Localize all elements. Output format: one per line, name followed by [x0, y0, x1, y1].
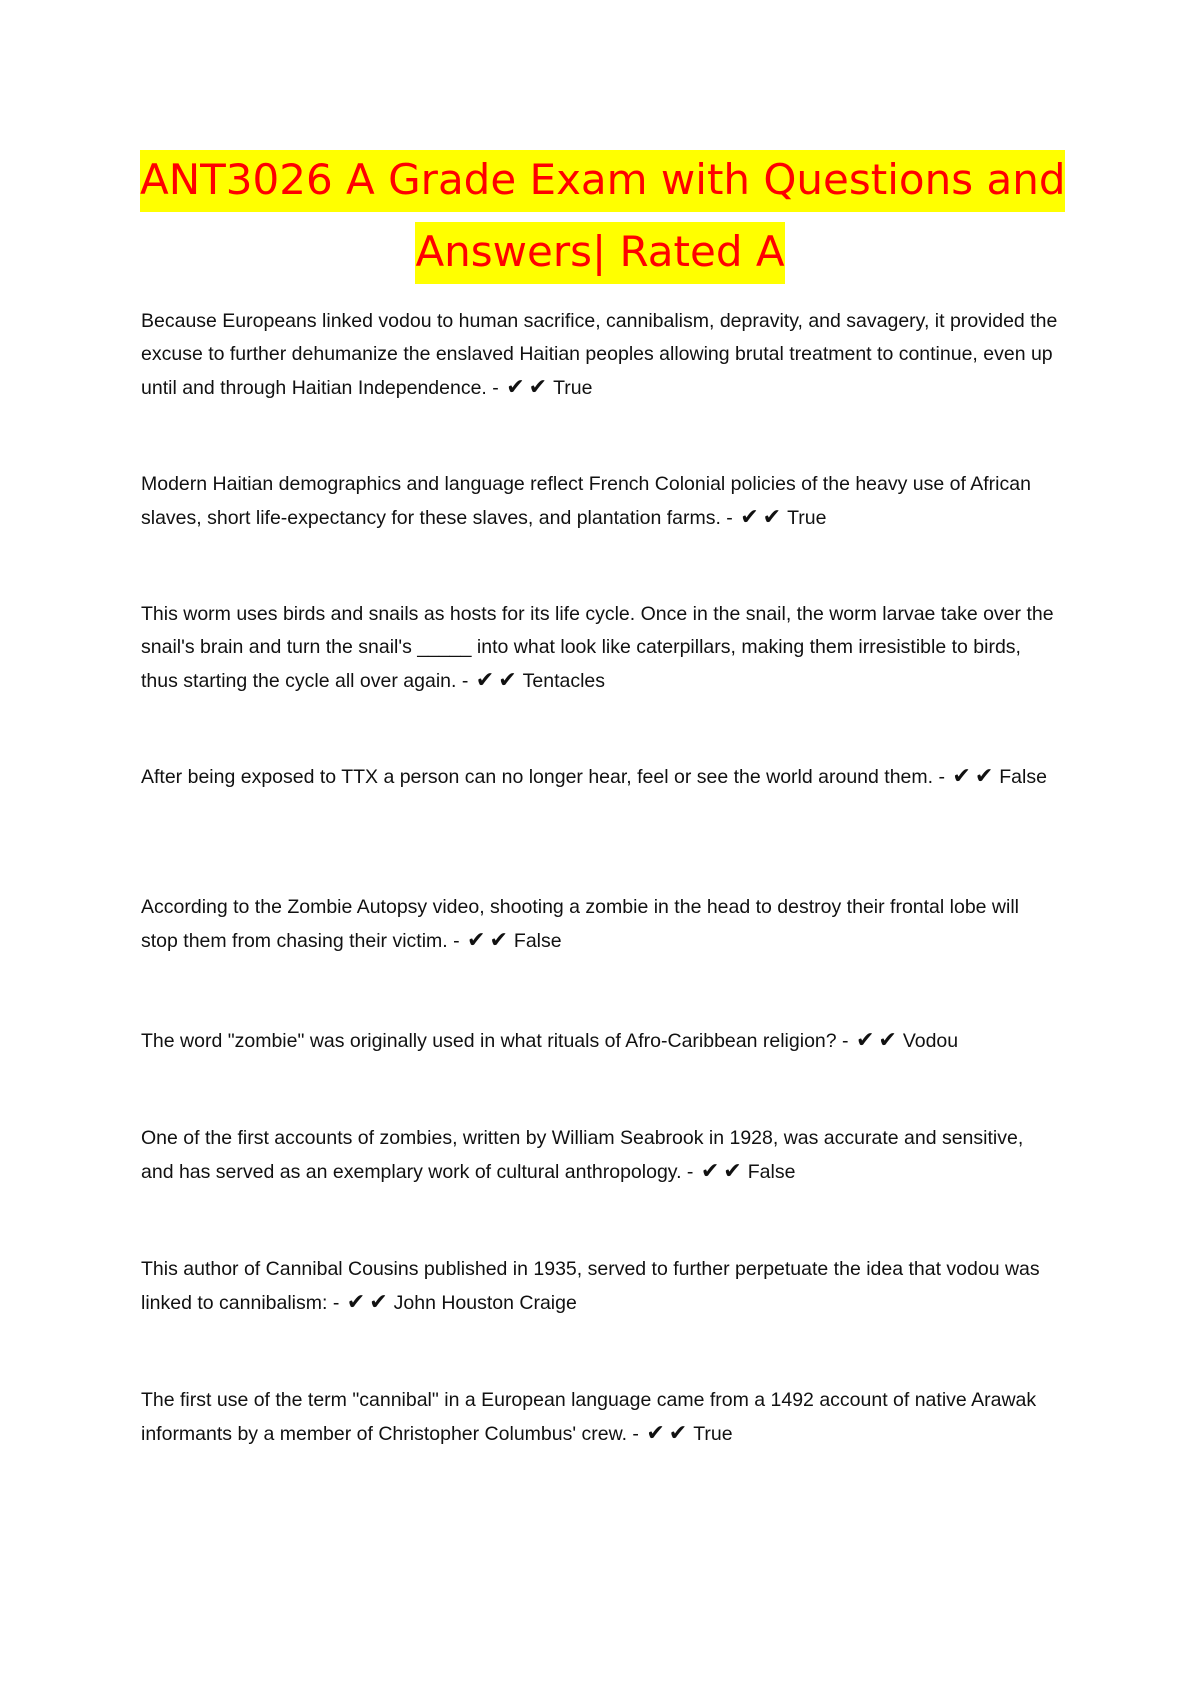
question-text: According to the Zombie Autopsy video, shooting a zombie in the head to destroy their frontal lobe will stop them from chasing their victim. - — [141, 896, 1020, 952]
question-text: The first use of the term "cannibal" in a European language came from a 1492 account of native Arawak informants by a member of Christopher Columbus' crew. - — [141, 1389, 1037, 1445]
question-text: Modern Haitian demographics and language reflect French Colonial policies of the heavy use of African slaves, short life-expectancy for these slaves, and plantation farms. - — [141, 473, 1031, 529]
check-mark-icon: ✔✔ — [700, 1159, 746, 1184]
check-mark-icon: ✔✔ — [740, 505, 786, 530]
answer-text: True — [553, 377, 593, 399]
qa-item — [141, 891, 1061, 958]
question-text: The word "zombie" was originally used in what rituals of Afro-Caribbean religion? - — [141, 1030, 849, 1052]
answer-text: False — [747, 1161, 796, 1183]
title-line-1: ANT3026 A Grade Exam with Questions and — [140, 150, 1065, 212]
check-mark-icon: ✔✔ — [855, 1028, 901, 1053]
question-text: After being exposed to TTX a person can no longer hear, feel or see the world around them. - — [141, 766, 945, 788]
qa-item — [141, 1253, 1061, 1320]
check-mark-icon: ✔✔ — [467, 928, 512, 953]
check-mark-icon: ✔✔ — [952, 764, 998, 789]
question-text: One of the first accounts of zombies, written by William Seabrook in 1928, was accurate and sensitive, and has served as an exemplary work of cultural anthropology. - — [141, 1127, 1024, 1183]
answer-text: True — [693, 1423, 733, 1445]
qa-item — [141, 760, 1061, 794]
document-title — [140, 150, 1066, 284]
qa-item — [141, 1122, 1061, 1189]
question-text: Because Europeans linked vodou to human sacrifice, cannibalism, depravity, and savagery, it provided the excuse to further dehumanize the enslaved Haitian peoples allowing brutal treatment to continue, even up until and through Haitian Independence. - — [141, 310, 1058, 399]
check-mark-icon: ✔✔ — [346, 1290, 392, 1315]
answer-text: True — [787, 507, 827, 529]
answer-text: Vodou — [902, 1030, 959, 1052]
answer-text: False — [513, 930, 562, 952]
question-text: This worm uses birds and snails as hosts for its life cycle. Once in the snail, the worm larvae take over the snail's brain and turn the snail's _____ into what look like caterpillars, making them irresistible to birds, thus starting the cycle all over again. - — [141, 603, 1054, 692]
answer-text: Tentacles — [522, 670, 606, 692]
check-mark-icon: ✔✔ — [506, 375, 552, 400]
title-line-2: Answers| Rated A — [415, 222, 784, 284]
check-mark-icon: ✔✔ — [475, 668, 521, 693]
question-text: This author of Cannibal Cousins published in 1935, served to further perpetuate the idea that vodou was linked to cannibalism: - — [141, 1258, 1040, 1314]
check-mark-icon: ✔✔ — [646, 1421, 692, 1446]
qa-item — [141, 1384, 1061, 1451]
qa-item — [141, 305, 1061, 405]
qa-item — [141, 1024, 1061, 1058]
qa-item — [141, 598, 1061, 698]
answer-text: False — [999, 766, 1047, 788]
answer-text: John Houston Craige — [393, 1292, 577, 1314]
qa-item — [141, 468, 1061, 535]
